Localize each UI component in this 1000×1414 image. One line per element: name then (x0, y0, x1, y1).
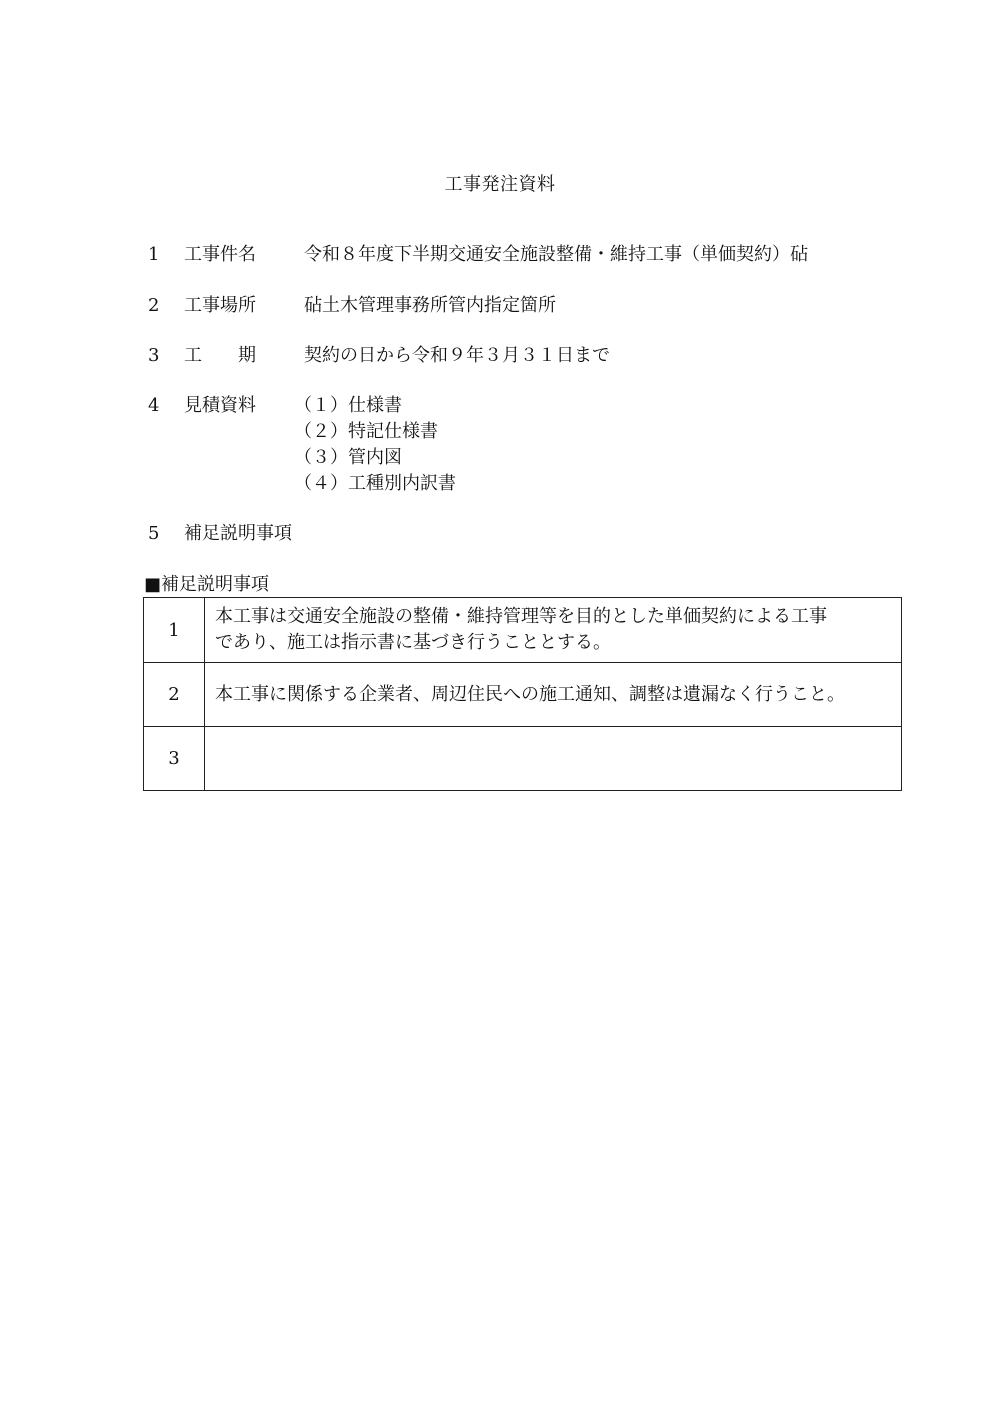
row-number: 1 (144, 598, 205, 663)
supplement-heading: ■補足説明事項 (144, 574, 270, 595)
estimate-document: （１）仕様書 (294, 395, 402, 416)
row-text (205, 598, 902, 663)
item-number: 4 (148, 395, 160, 416)
row-number: 3 (144, 727, 205, 791)
estimate-document: （４）工種別内訳書 (294, 473, 456, 494)
estimate-document: （３）管内図 (294, 447, 402, 468)
row-text (205, 727, 902, 791)
supplement-table (143, 597, 902, 791)
item-label: 工事場所 (184, 295, 256, 316)
item-label: 補足説明事項 (184, 523, 292, 544)
item-number: 5 (148, 523, 160, 544)
row-text-line: 本工事は交通安全施設の整備・維持管理等を目的とした単価契約による工事 (215, 606, 827, 627)
item-value: 令和８年度下半期交通安全施設整備・維持工事（単価契約）砧 (304, 244, 808, 265)
estimate-document-list (294, 393, 456, 497)
row-number: 2 (144, 663, 205, 727)
table-row (144, 663, 902, 727)
item-label: 工事件名 (184, 244, 256, 265)
item-number: 2 (148, 295, 160, 316)
item-number: 1 (148, 244, 160, 265)
table-row (144, 727, 902, 791)
row-text-line: であり、施工は指示書に基づき行うこととする。 (215, 632, 611, 653)
row-text (205, 663, 902, 727)
item-value: 砧土木管理事務所管内指定箇所 (304, 295, 556, 316)
page-title: 工事発注資料 (444, 174, 556, 195)
item-label: 見積資料 (184, 395, 256, 416)
table-row (144, 598, 902, 663)
item-label: 工 期 (184, 345, 256, 366)
estimate-document: （２）特記仕様書 (294, 421, 438, 442)
row-text-line: 本工事に関係する企業者、周辺住民への施工通知、調整は遺漏なく行うこと。 (215, 683, 845, 705)
item-value: 契約の日から令和９年３月３１日まで (304, 345, 610, 366)
item-number: 3 (148, 345, 160, 366)
